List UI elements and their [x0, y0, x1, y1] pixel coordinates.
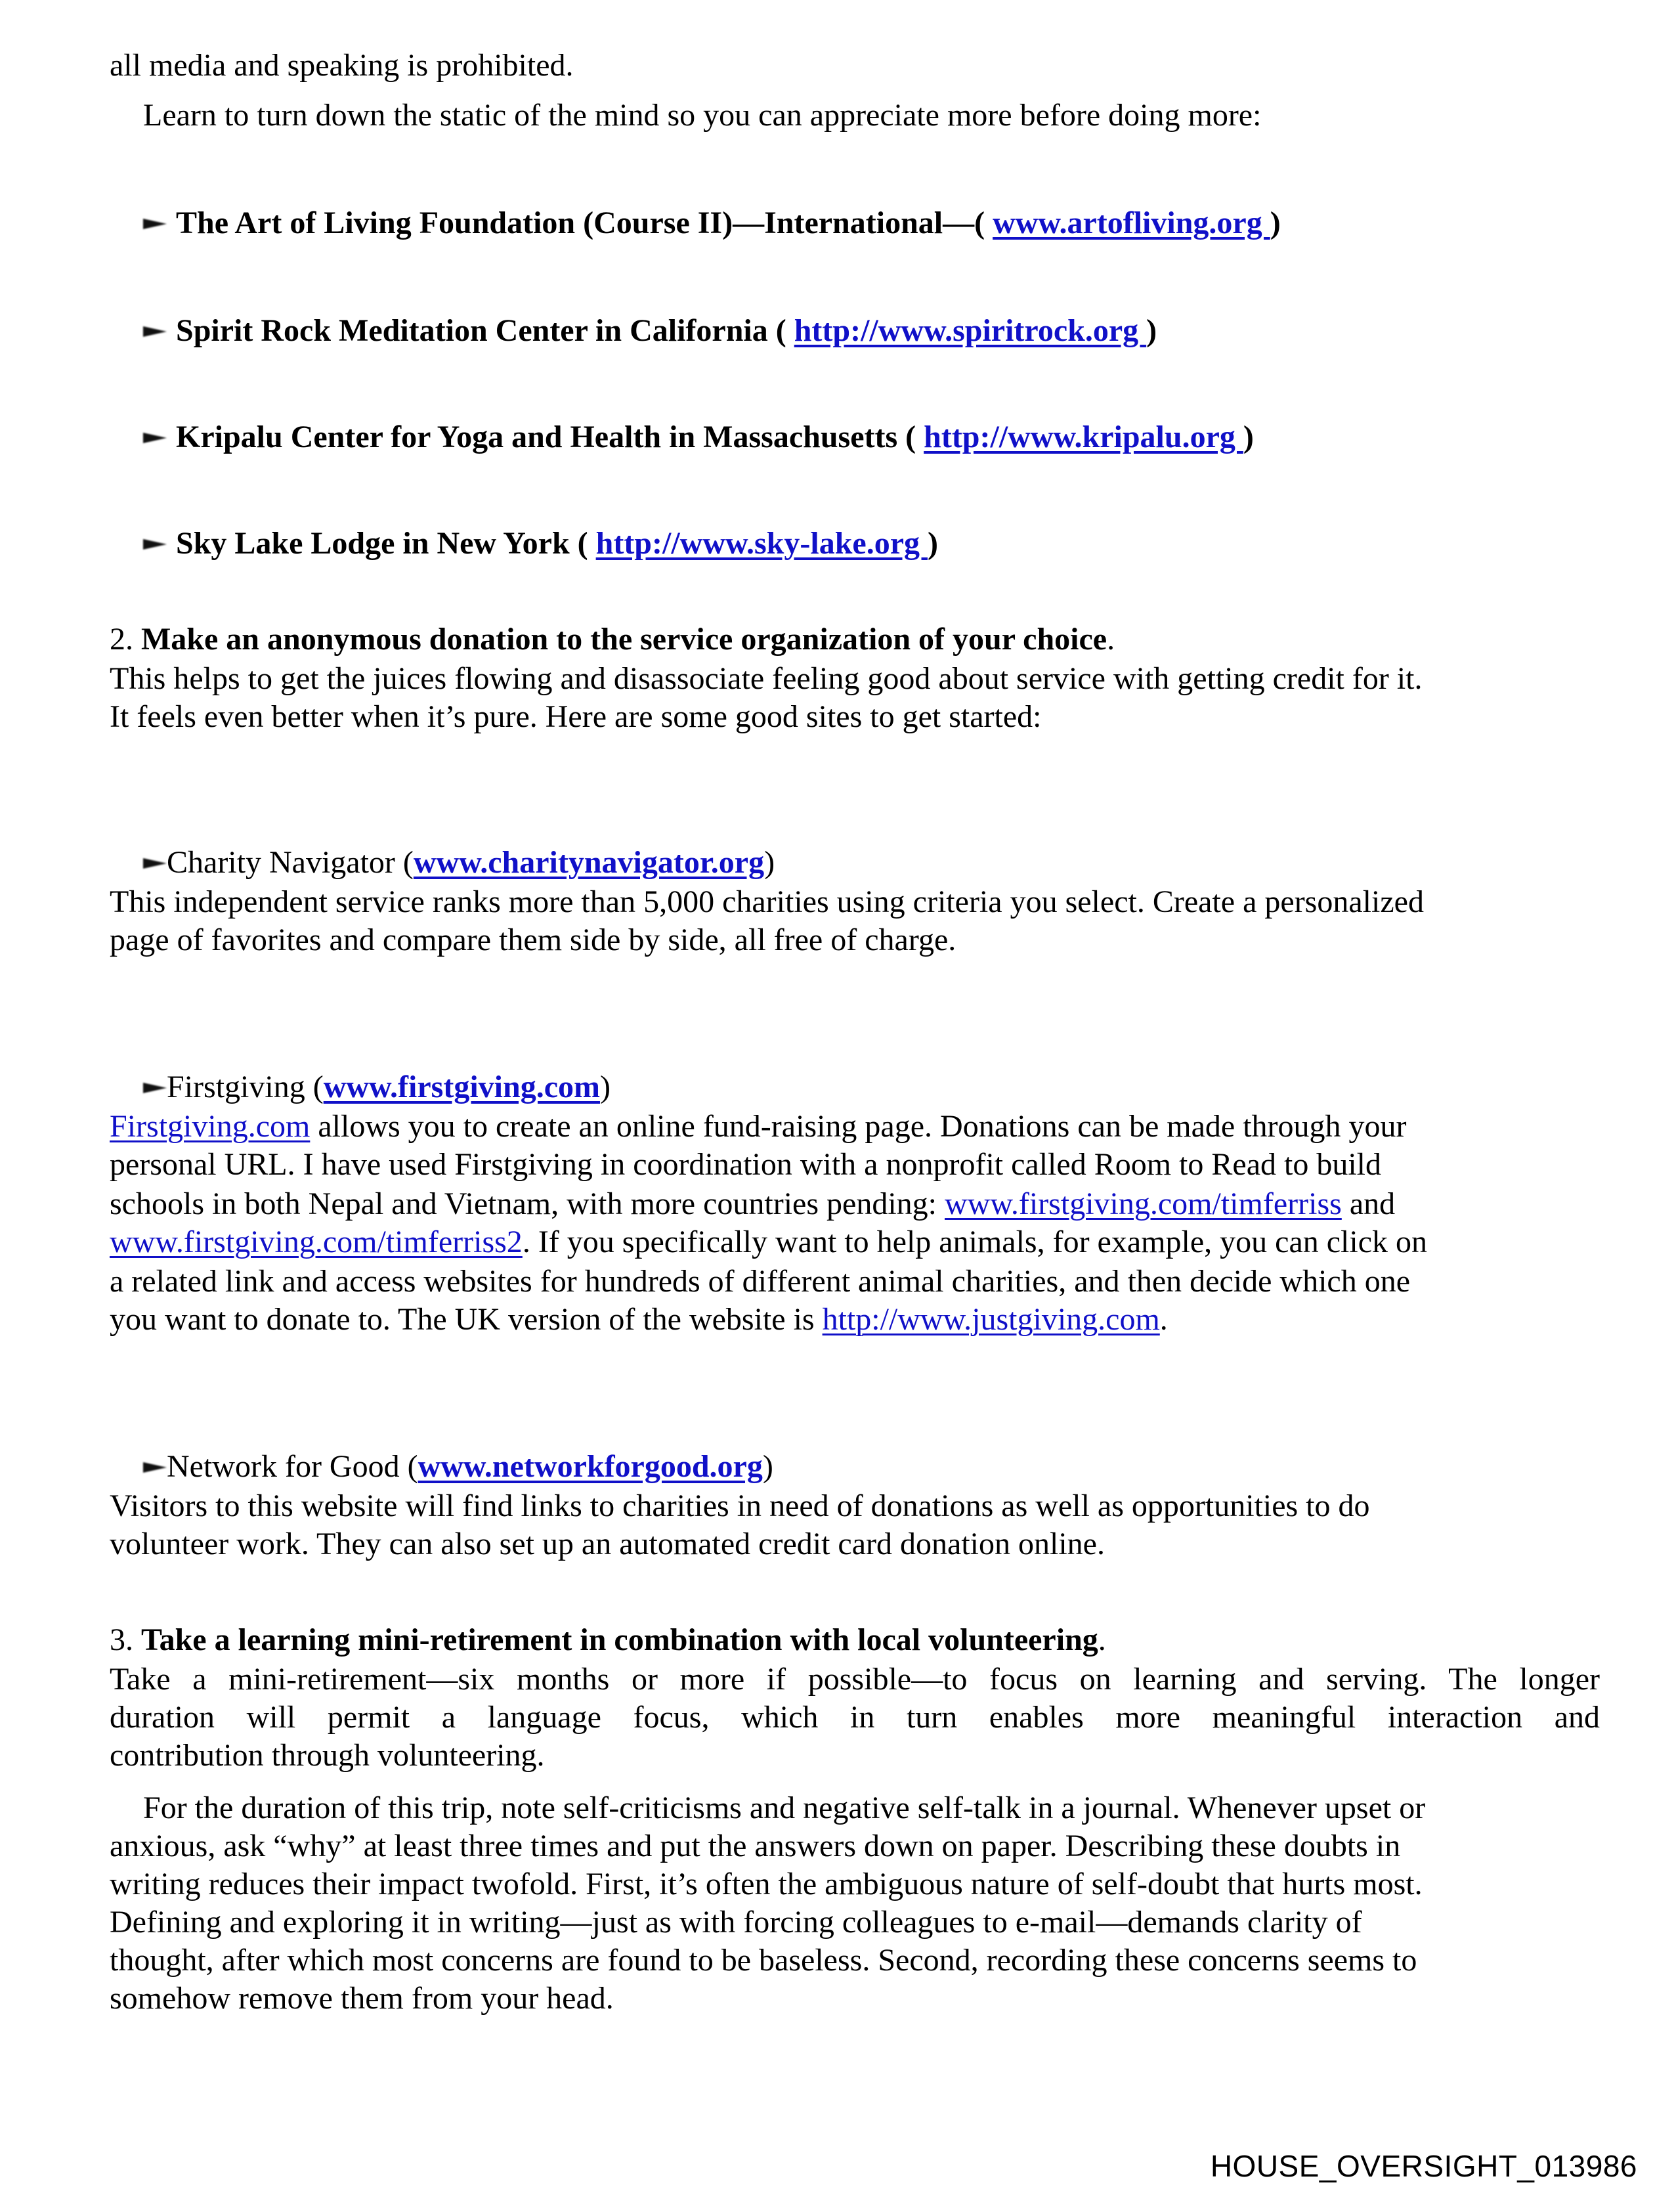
retreat-link[interactable]: http://www.spiritrock.org — [794, 313, 1147, 348]
firstgiving-desc-line: a related link and access websites for hundreds of different animal charities, and then decide which one — [110, 1264, 1411, 1299]
retreat-link[interactable]: http://www.kripalu.org — [924, 420, 1243, 454]
firstgiving-desc-line — [110, 1304, 1168, 1335]
org-name: Firstgiving ( — [167, 1070, 324, 1104]
intro-line-1: all media and speaking is prohibited. — [110, 48, 574, 83]
firstgiving-link[interactable]: www.firstgiving.com — [323, 1070, 600, 1104]
retreat-link[interactable]: www.artofliving.org — [993, 206, 1270, 240]
network-for-good-desc: volunteer work. They can also set up an automated credit card donation online. — [110, 1527, 1105, 1561]
charity-navigator-title — [143, 847, 775, 878]
heading-period: . — [1098, 1622, 1106, 1657]
section-heading-text: Make an anonymous donation to the service organization of your choice — [141, 622, 1107, 657]
retreat-item — [143, 422, 1254, 453]
section-3-body-line: Take a mini-retirement—six months or more if possible—to focus on learning and serving. The longer — [110, 1662, 1600, 1697]
firstgiving-desc-line: personal URL. I have used Firstgiving in coordination with a nonprofit called Room to Read to build — [110, 1147, 1382, 1182]
close-paren: ) — [1270, 206, 1281, 240]
arrow-bullet-icon — [143, 326, 167, 337]
firstgiving-desc-line — [110, 1111, 1407, 1142]
section-3-para2-line: somehow remove them from your head. — [110, 1981, 614, 2016]
section-2-body-line: This helps to get the juices flowing and disassociate feeling good about service with getting credit for it. — [110, 661, 1423, 696]
timferriss-link[interactable]: www.firstgiving.com/timferriss — [945, 1186, 1342, 1221]
justgiving-link[interactable]: http://www.justgiving.com — [822, 1302, 1160, 1337]
charity-navigator-desc: This independent service ranks more than 5,000 charities using criteria you select. Create a personalized — [110, 884, 1424, 919]
charity-navigator-desc: page of favorites and compare them side by side, all free of charge. — [110, 922, 956, 957]
firstgiving-title — [143, 1072, 611, 1103]
close-paren: ) — [762, 1449, 773, 1484]
retreat-item — [143, 315, 1157, 347]
network-for-good-link[interactable]: www.networkforgood.org — [418, 1449, 763, 1484]
org-name: Charity Navigator ( — [167, 845, 414, 880]
arrow-bullet-icon — [143, 1083, 167, 1093]
section-3-body-line: contribution through volunteering. — [110, 1738, 545, 1773]
arrow-bullet-icon — [143, 219, 167, 229]
close-paren: ) — [928, 526, 938, 561]
close-paren: ) — [1243, 420, 1254, 454]
retreat-item — [143, 207, 1281, 239]
section-2-heading — [110, 624, 1115, 655]
section-heading-text: Take a learning mini-retirement in combination with local volunteering — [141, 1622, 1098, 1657]
heading-period: . — [1107, 622, 1115, 657]
bates-stamp: HOUSE_OVERSIGHT_013986 — [1210, 2149, 1637, 2183]
close-paren: ) — [764, 845, 775, 880]
network-for-good-desc: Visitors to this website will find links to charities in need of donations as well as opportunities to do — [110, 1488, 1370, 1523]
desc-text: allows you to create an online fund-raising page. Donations can be made through your — [310, 1109, 1407, 1144]
arrow-bullet-icon — [143, 539, 167, 550]
section-3-para2-line: Defining and exploring it in writing—just as with forcing colleagues to e-mail—demands clarity of — [110, 1905, 1362, 1940]
intro-line-2: Learn to turn down the static of the mind so you can appreciate more before doing more: — [143, 98, 1262, 133]
desc-text: and — [1341, 1186, 1396, 1221]
timferriss2-link[interactable]: www.firstgiving.com/timferriss2 — [110, 1225, 523, 1259]
retreat-name: Sky Lake Lodge in New York ( — [176, 526, 596, 561]
arrow-bullet-icon — [143, 858, 167, 869]
arrow-bullet-icon — [143, 433, 167, 443]
section-3-body-line: duration will permit a language focus, which in turn enables more meaningful interaction and — [110, 1700, 1600, 1735]
org-name: Network for Good ( — [167, 1449, 418, 1484]
section-2-body-line: It feels even better when it’s pure. Here are some good sites to get started: — [110, 699, 1042, 734]
network-for-good-title — [143, 1451, 773, 1483]
section-3-para2-line: anxious, ask “why” at least three times and put the answers down on paper. Describing these doubts in — [110, 1829, 1401, 1863]
retreat-name: The Art of Living Foundation (Course II)—International—( — [176, 206, 993, 240]
retreat-name: Kripalu Center for Yoga and Health in Massachusetts ( — [176, 420, 924, 454]
desc-text: you want to donate to. The UK version of the website is — [110, 1302, 823, 1337]
section-number: 2. — [110, 622, 141, 657]
retreat-link[interactable]: http://www.sky-lake.org — [595, 526, 928, 561]
firstgiving-desc-line — [110, 1188, 1395, 1220]
section-3-para2-line: thought, after which most concerns are found to be baseless. Second, recording these concerns seems to — [110, 1943, 1417, 1978]
charity-navigator-link[interactable]: www.charitynavigator.org — [413, 845, 765, 880]
section-3-heading — [110, 1624, 1106, 1656]
firstgiving-desc-line — [110, 1226, 1427, 1258]
arrow-bullet-icon — [143, 1462, 167, 1473]
close-paren: ) — [599, 1070, 611, 1104]
firstgiving-inline-link[interactable]: Firstgiving.com — [110, 1109, 311, 1144]
desc-text: . — [1159, 1302, 1168, 1337]
section-number: 3. — [110, 1622, 141, 1657]
desc-text: . If you specifically want to help animals, for example, you can click on — [522, 1225, 1428, 1259]
retreat-item — [143, 528, 938, 559]
section-3-para2-line: For the duration of this trip, note self-criticisms and negative self-talk in a journal. Whenever upset or — [143, 1790, 1426, 1825]
close-paren: ) — [1146, 313, 1157, 348]
desc-text: schools in both Nepal and Vietnam, with more countries pending: — [110, 1186, 945, 1221]
section-3-para2-line: writing reduces their impact twofold. First, it’s often the ambiguous nature of self-doubt that hurts most. — [110, 1867, 1423, 1901]
retreat-name: Spirit Rock Meditation Center in California ( — [176, 313, 794, 348]
